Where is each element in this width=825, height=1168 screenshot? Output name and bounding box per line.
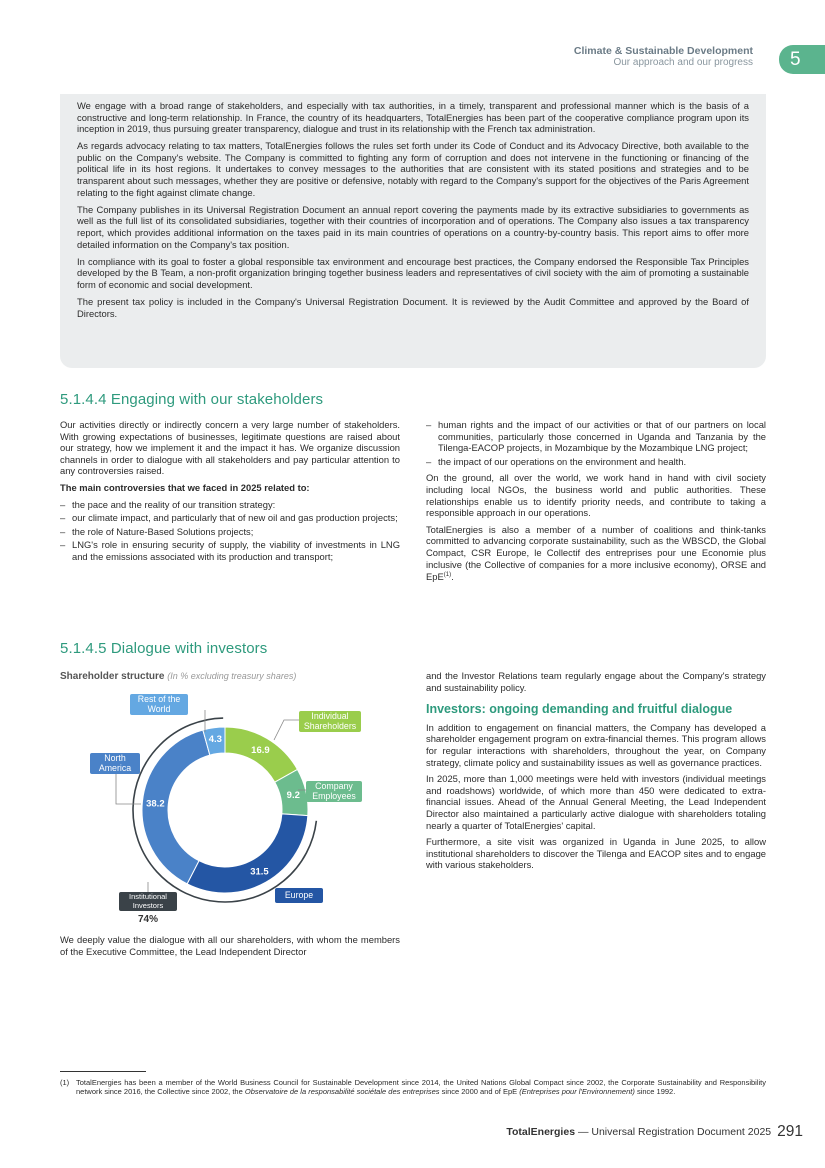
legend-institutional-investors: Institutional Investors	[119, 892, 177, 911]
box-paragraph: In compliance with its goal to foster a global responsible tax environment and encourage best practices, the Company endorsed the Responsible Tax Principles developed by the B Team, a non-profit organization bringing together business leaders and representatives of civil society with the aim of promoting a sustainable form of economic and social development.	[77, 255, 749, 290]
footer-brand: TotalEnergies	[506, 1126, 576, 1138]
institutional-investors-total: 74%	[137, 914, 158, 925]
donut-value-label: 16.9	[251, 745, 270, 757]
list-item: – LNG's role in ensuring security of supply, the viability of investments in LNG and the emissions associated with its production and transport;	[60, 539, 400, 562]
chart-subtitle: (In % excluding treasury shares)	[167, 671, 297, 681]
leader-line	[274, 720, 300, 740]
donut-value-label: 4.3	[208, 734, 222, 746]
stakeholders-left-column	[60, 419, 400, 568]
footnote-ref[interactable]: (1)	[443, 572, 452, 579]
chart-title-text: Shareholder structure	[60, 671, 165, 682]
footnote-text	[60, 1078, 766, 1096]
footer-doc: — Universal Registration Document 2025	[575, 1126, 772, 1138]
legend-individual-shareholders: Individual Shareholders	[299, 711, 361, 732]
footnote-part: since 2000 and of EpE	[439, 1087, 520, 1096]
footnote-rule	[60, 1071, 146, 1072]
controversies-list-continued	[426, 419, 766, 467]
box-paragraph: As regards advocacy relating to tax matters, TotalEnergies follows the rules set forth under its Code of Conduct and its Advocacy Directive, both available to the public on the Company's website. The Company is committed to fighting any form of corruption and does not intervene in the functioning or financing of the political life in its host regions. It undertakes to convey messages to the authorities that are consistent with its stated positions and strategies and to be transparent about such messages, whether they are positive or defensive, notably with regard to the Company's support for the objectives of the Paris Agreement relating to the fight against climate change.	[77, 140, 749, 198]
donut-value-label: 38.2	[146, 798, 165, 810]
leader-line	[116, 774, 141, 804]
investors-subtitle: Investors: ongoing demanding and fruitful dialogue	[426, 702, 733, 717]
legend-company-employees: Company Employees	[306, 781, 362, 802]
stakeholders-intro: Our activities directly or indirectly concern a very large number of stakeholders. With growing expectations of businesses, legitimate questions are raised about our strategy, how we implement it and the impact it has. We organize discussion channels in order to dialogue with all stakeholders and pay particular attention to any controversies raised.	[60, 419, 400, 477]
footnote	[60, 1078, 766, 1096]
tax-policy-box	[60, 94, 766, 368]
box-paragraph: The Company publishes in its Universal Registration Document an annual report covering the payments made by its extractive subsidiaries to governments as well as the full list of its consolidated subsidiaries, together with their countries of incorporation and of operations. The Company also issues a tax transparency report, which provides additional information on the taxes paid in its main countries of operations on a country-by-country basis. This report aims to offer more detailed information on the Company's tax position.	[77, 203, 749, 250]
legend-rest-of-world: Rest of the World	[130, 694, 188, 715]
header-section: Climate & Sustainable Development	[573, 45, 753, 57]
running-header	[574, 45, 753, 69]
investors-paragraph: Furthermore, a site visit was organized in Uganda in June 2025, to allow institutional shareholders to discover the Tilenga and EACOP sites and to engage with various stakeholders.	[426, 836, 766, 871]
header-subsection: Our approach and our progress	[613, 57, 753, 68]
footnote-part: since 1992.	[634, 1087, 676, 1096]
footnote-italic: Observatoire de la responsabilité sociétale des entreprises	[244, 1087, 440, 1096]
ground-paragraph: On the ground, all over the world, we work hand in hand with civil society including local NGOs, the business world and public authorities. These relationships enable us to identify priority needs, and contribute to taking a responsible approach in our operations.	[426, 472, 766, 519]
page-number: 291	[777, 1123, 803, 1140]
box-paragraph: We engage with a broad range of stakeholders, and especially with tax authorities, in a timely, transparent and professional manner which is the basis of a constructive and long-term relationship. In France, the country of its headquarters, TotalEnergies has been part of the cooperative compliance program upon its inception in 2019, thus pursuing greater transparency, dialogue and trust in its relationship with the French tax administration.	[77, 100, 749, 135]
page-footer	[506, 1123, 803, 1141]
footnote-part: TotalEnergies has been a member of the World Business Council for Sustainable Development since 2014, the United Nations Global Compact since 2002, the Corporate Sustainability and Responsibility network since 2016, the Collective since 2002, the	[76, 1078, 766, 1096]
legend-north-america: North America	[90, 753, 140, 774]
donut-value-label: 31.5	[250, 866, 269, 878]
list-item: – human rights and the impact of our activities or that of our partners on local communities, particularly those concerned in Uganda and Tanzania by the Tilenga-EACOP projects, in Mozambique by the Mozambique LNG project;	[426, 419, 766, 454]
list-item: – the role of Nature-Based Solutions projects;	[60, 526, 400, 538]
donut-value-label: 9.2	[286, 790, 300, 802]
footnote-italic: (Entreprises pour l'Environnement)	[519, 1087, 635, 1096]
investors-paragraph: In addition to engagement on financial matters, the Company has developed a shareholder engagement program on extra-financial themes. This program allows for regular interactions with shareholders, throughout the year, on Company strategy, climate policy and sustainability issues as well as governance practices.	[426, 721, 766, 768]
donut-slice-europe	[187, 814, 308, 893]
section-title-investors: 5.1.4.5 Dialogue with investors	[60, 640, 268, 657]
stakeholders-right-column	[426, 419, 766, 588]
investors-paragraph: and the Investor Relations team regularly engage about the Company's strategy and sustainability policy.	[426, 670, 766, 693]
chapter-tab: 5	[779, 45, 825, 74]
member-paragraph	[426, 524, 766, 583]
member-text: TotalEnergies is also a member of a number of coalitions and think-tanks committed to advancing corporate sustainability, such as the WBSCD, the Global Compact, CSR Europe, le Collectif des entreprises pour une Economie plus inclusive (the Collective of companies for a more inclusive economy), ORSE and EpE	[426, 523, 766, 583]
investors-left-column	[60, 934, 400, 962]
list-item: – the pace and the reality of our transition strategy:	[60, 499, 400, 511]
box-paragraph: The present tax policy is included in the Company's Universal Registration Document. It is reviewed by the Audit Committee and approved by the Board of Directors.	[77, 295, 749, 319]
section-title-stakeholders: 5.1.4.4 Engaging with our stakeholders	[60, 391, 324, 408]
chart-title	[60, 671, 296, 682]
legend-europe: Europe	[275, 888, 323, 903]
investors-right-column	[426, 670, 766, 876]
investors-paragraph: In 2025, more than 1,000 meetings were held with investors (individual meetings and roadshows) worldwide, of which more than 450 were dedicated to extra-financial issues. Ahead of the Annual General Meeting, the Lead Independent Director also maintained a particularly active dialogue with shareholders totaling nearly a quarter of TotalEnergies' capital.	[426, 773, 766, 831]
controversies-title: The main controversies that we faced in 2025 related to:	[60, 481, 310, 493]
investors-paragraph: We deeply value the dialogue with all our shareholders, with whom the members of the Executive Committee, the Lead Independent Director	[60, 934, 400, 957]
controversies-list	[60, 499, 400, 563]
footnote-number: (1)	[60, 1078, 70, 1087]
list-item: – the impact of our operations on the environment and health.	[426, 456, 766, 468]
list-item: – our climate impact, and particularly that of new oil and gas production projects;	[60, 512, 400, 524]
shareholder-donut-chart	[88, 692, 378, 928]
member-end: .	[451, 571, 454, 583]
